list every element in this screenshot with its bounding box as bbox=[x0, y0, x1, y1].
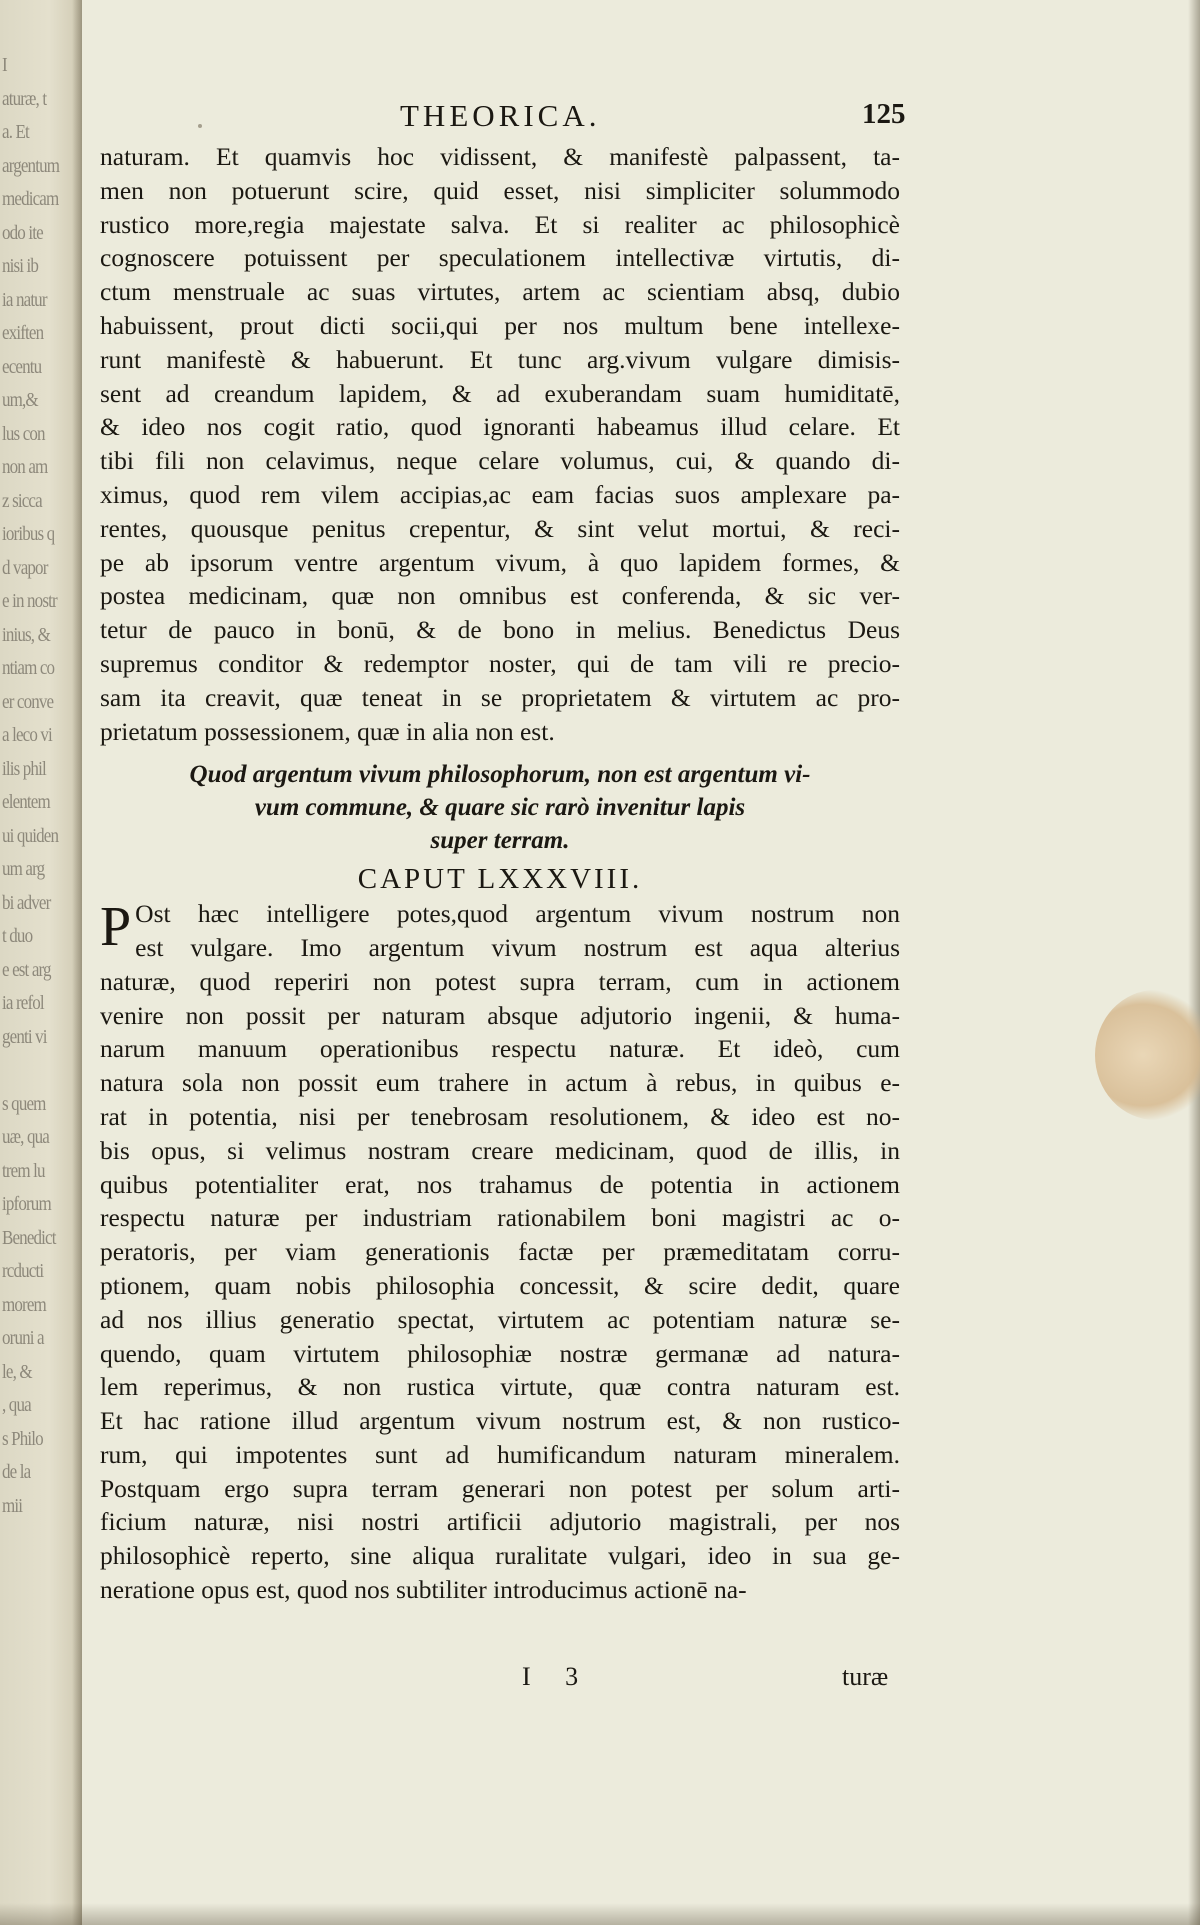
text-line: quendo, quam virtutem philosophiæ nostræ germanæ ad natura- bbox=[100, 1338, 900, 1368]
paragraph-prior-chapter bbox=[100, 140, 900, 748]
text-line: neratione opus est, quod nos subtiliter introducimus actionē na- bbox=[100, 1575, 747, 1605]
facing-page-fragment: lus con bbox=[2, 422, 45, 445]
facing-page-fragment: ia refol bbox=[2, 992, 44, 1014]
text-line: Et hac ratione illud argentum vivum nostrum est, & non rustico- bbox=[100, 1406, 900, 1436]
text-line: tibi fili non celavimus, neque celare volumus, cui, & quando di- bbox=[100, 446, 900, 476]
facing-page-fragment: ilis phil bbox=[2, 757, 46, 780]
facing-page-fragment: elentem bbox=[2, 791, 50, 813]
facing-page-fragment: I bbox=[2, 54, 7, 76]
page-edge-shadow bbox=[1188, 0, 1200, 1925]
text-line: men non potuerunt scire, quid esset, nisi simpliciter solummodo bbox=[100, 175, 900, 205]
text-line: & ideo nos cogit ratio, quod ignoranti habeamus illud celare. Et bbox=[100, 412, 900, 442]
text-line: tetur de pauco in bonū, & de bono in melius. Benedictus Deus bbox=[100, 615, 900, 645]
text-line: Postquam ergo supra terram generari non potest per solum arti- bbox=[100, 1473, 900, 1503]
facing-page-fragment: oruni a bbox=[2, 1327, 44, 1349]
facing-page-fragment: de la bbox=[2, 1461, 31, 1483]
facing-page-fragment: e in nostr bbox=[2, 590, 57, 612]
heading-line: vum commune, & quare sic rarò invenitur lapis bbox=[254, 794, 746, 822]
facing-page-fragment: ui quiden bbox=[2, 824, 59, 847]
facing-page-fragment: le, & bbox=[2, 1360, 32, 1383]
facing-page-fragment: d vapor bbox=[2, 556, 48, 579]
signature-mark: I 3 bbox=[522, 1662, 593, 1691]
caput-label: CAPUT LXXXVIII. bbox=[357, 863, 643, 896]
facing-page-fragment: argentum bbox=[2, 154, 60, 177]
text-line: rustico more,regia majestate salva. Et si realiter ac philosophicè bbox=[100, 209, 900, 239]
text-line: naturam. Et quamvis hoc vidissent, & manifestè palpassent, ta- bbox=[100, 142, 900, 171]
text-line: peratoris, per viam generationis factæ per præmeditatam corru- bbox=[100, 1237, 900, 1267]
text-line: rentes, quousque penitus crepentur, & sint velut mortui, & reci- bbox=[100, 513, 900, 543]
facing-page-fragment: ia natur bbox=[2, 288, 47, 311]
facing-page-fragment: non am bbox=[2, 456, 48, 478]
text-line: naturæ, quod reperiri non potest supra terram, cum in actionem bbox=[100, 966, 900, 996]
text-line: rum, qui impotentes sunt ad humificandum naturam mineralem. bbox=[100, 1439, 900, 1469]
facing-page-fragment: um,& bbox=[2, 389, 38, 411]
text-line: Ost hæc intelligere potes,quod argentum vivum nostrum non bbox=[135, 899, 900, 929]
text-line: narum manuum operationibus respectu naturæ. Et ideò, cum bbox=[100, 1034, 900, 1064]
text-line: ptionem, quam nobis philosophia concessit, & scire dedit, quare bbox=[100, 1270, 900, 1300]
text-line: est vulgare. Imo argentum vivum nostrum est aqua alterius bbox=[135, 932, 900, 962]
facing-page-fragment: morem bbox=[2, 1293, 46, 1316]
text-line: sam ita creavit, quæ teneat in se proprietatem & virtutem ac pro- bbox=[100, 682, 900, 712]
facing-page-fragment: exiften bbox=[2, 322, 44, 344]
book-page bbox=[82, 0, 1200, 1925]
text-line: supremus conditor & redemptor noster, qui de tam vili re precio- bbox=[100, 648, 900, 678]
facing-page-fragment: mii bbox=[2, 1494, 23, 1517]
facing-page-fragment: ioribus q bbox=[2, 523, 55, 545]
page-footer bbox=[82, 1662, 1200, 1702]
chapter-heading bbox=[100, 758, 900, 857]
page-header bbox=[82, 98, 1200, 138]
heading-line: Quod argentum vivum philosophorum, non est argentum vi- bbox=[189, 761, 811, 789]
facing-page-fragment: ntiam co bbox=[2, 657, 55, 679]
text-line: prietatum possessionem, quæ in alia non est. bbox=[100, 716, 555, 746]
facing-page-fragment: ipforum bbox=[2, 1193, 51, 1215]
facing-page-fragment: medicam bbox=[2, 188, 59, 210]
facing-page-fragment: z sicca bbox=[2, 489, 42, 512]
chapter-text bbox=[100, 897, 900, 1607]
running-head: THEORICA. bbox=[400, 98, 601, 133]
text-line: postea medicinam, quæ non omnibus est conferenda, & sic ver- bbox=[100, 581, 900, 611]
gutter-shadow bbox=[72, 0, 82, 1925]
facing-page-fragment: a. Et bbox=[2, 121, 29, 143]
facing-page-fragment: , qua bbox=[2, 1394, 31, 1416]
text-line: philosophicè reperto, sine aliqua ruralitate vulgari, ideo in sua ge- bbox=[100, 1541, 900, 1571]
drop-cap: P bbox=[100, 896, 132, 959]
facing-page-fragment: bi adver bbox=[2, 891, 51, 914]
facing-page-fragment: rcducti bbox=[2, 1260, 44, 1282]
text-line: ximus, quod rem vilem accipias,ac eam facias suos amplexare pa- bbox=[100, 479, 900, 509]
facing-page-fragment: a leco vi bbox=[2, 724, 52, 746]
text-line: pe ab ipsorum ventre argentum vivum, à quo lapidem formes, & bbox=[100, 547, 900, 577]
text-line: respectu naturæ per industriam rationabilem boni magistri ac o- bbox=[100, 1203, 900, 1233]
facing-page-fragment: uæ, qua bbox=[2, 1126, 49, 1148]
facing-page-fragment: nisi ib bbox=[2, 255, 39, 277]
text-line: ctum menstruale ac suas virtutes, artem ac scientiam absq, dubio bbox=[100, 277, 900, 307]
facing-page-fragment: inius, & bbox=[2, 623, 50, 646]
text-line: quibus potentialiter erat, nos trahamus de potentia in actionem bbox=[100, 1169, 900, 1199]
text-line: ficium naturæ, nisi nostri artificii adjutorio magistrali, per nos bbox=[100, 1507, 900, 1537]
heading-line: super terram. bbox=[430, 827, 570, 855]
facing-page-fragment: s Philo bbox=[2, 1427, 43, 1450]
page-number: 125 bbox=[862, 98, 906, 130]
facing-page-fragment: s quem bbox=[2, 1092, 46, 1115]
facing-page-fragment: e est arg bbox=[2, 958, 51, 981]
text-line: venire non possit per naturam absque adjutorio ingenii, & huma- bbox=[100, 1000, 900, 1030]
facing-page bbox=[0, 0, 82, 1925]
text-line: sent ad creandum lapidem, & ad exuberandam suam humiditatē, bbox=[100, 378, 900, 408]
text-line: lem reperimus, & non rustica virtute, quæ contra naturam est. bbox=[100, 1372, 900, 1402]
facing-page-fragment: Benedict bbox=[2, 1226, 56, 1249]
text-line: habuissent, prout dicti socii,qui per nos multum bene intellexe- bbox=[100, 310, 900, 340]
text-line: runt manifestè & habuerunt. Et tunc arg.vivum vulgare dimisis- bbox=[100, 344, 900, 374]
chapter-paragraph bbox=[100, 897, 900, 1607]
text-line: bis opus, si velimus nostram creare medicinam, quod de illis, in bbox=[100, 1135, 900, 1165]
text-line: cognoscere potuissent per speculationem intellectivæ virtutis, di- bbox=[100, 243, 900, 273]
text-line: ad nos illius generatio spectat, virtutem ac potentiam naturæ se- bbox=[100, 1304, 900, 1334]
facing-page-fragment: trem lu bbox=[2, 1159, 45, 1182]
facing-page-fragment: genti vi bbox=[2, 1025, 47, 1048]
facing-page-fragment: t duo bbox=[2, 925, 33, 947]
text-line: natura sola non possit eum trahere in actum à rebus, in quibus e- bbox=[100, 1068, 900, 1098]
facing-page-fragment: odo ite bbox=[2, 221, 43, 244]
facing-page-fragment: er conve bbox=[2, 690, 54, 713]
bottom-edge-shadow bbox=[0, 1903, 1200, 1925]
facing-page-fragment: ecentu bbox=[2, 355, 42, 378]
facing-page-fragment: aturæ, t bbox=[2, 87, 47, 110]
text-line: rat in potentia, nisi per tenebrosam resolutionem, & ideo est no- bbox=[100, 1101, 900, 1131]
catchword: turæ bbox=[842, 1662, 889, 1691]
facing-page-fragment: um arg bbox=[2, 858, 45, 880]
text-block bbox=[100, 140, 900, 1607]
